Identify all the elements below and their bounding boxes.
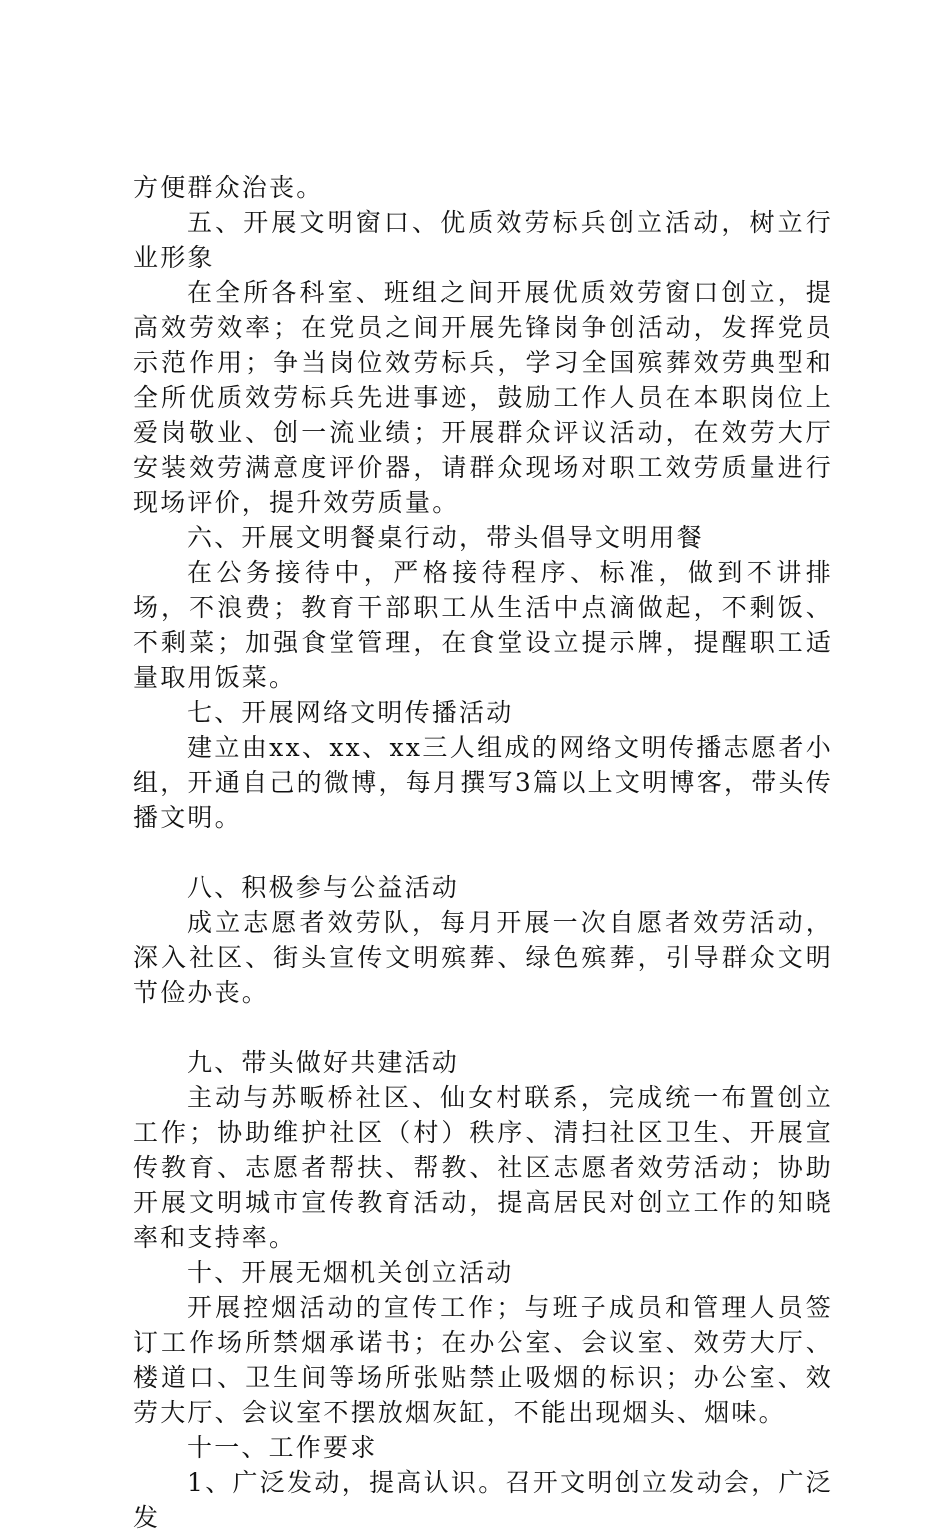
section-heading-11: 十一、工作要求: [187, 1433, 378, 1462]
section-body-7: 建立由xx、xx、xx三人组成的网络文明传播志愿者小组，开通自己的微博，每月撰写3篇以上文明博客，带头传播文明。: [133, 733, 833, 832]
section-heading-10: 十、开展无烟机关创立活动: [187, 1258, 514, 1287]
section-body-8: 成立志愿者效劳队，每月开展一次自愿者效劳活动，深入社区、街头宣传文明殡葬、绿色殡葬，引导群众文明节俭办丧。: [133, 908, 833, 1007]
section-heading-9: 九、带头做好共建活动: [187, 1048, 460, 1077]
section-heading-7: 七、开展网络文明传播活动: [187, 698, 514, 727]
section-heading-6: 六、开展文明餐桌行动，带头倡导文明用餐: [187, 523, 704, 552]
section-heading-5: 五、开展文明窗口、优质效劳标兵创立活动，树立行业形象: [133, 208, 833, 272]
section-body-10: 开展控烟活动的宣传工作；与班子成员和管理人员签订工作场所禁烟承诺书；在办公室、会议室、效劳大厅、楼道口、卫生间等场所张贴禁止吸烟的标识；办公室、效劳大厅、会议室不摆放烟灰缸，不能出现烟头、烟味。: [133, 1293, 833, 1427]
document-body: [133, 170, 833, 1535]
section-body-11: 1、广泛发动，提高认识。召开文明创立发动会，广泛发: [133, 1468, 833, 1532]
section-body-5: 在全所各科室、班组之间开展优质效劳窗口创立，提高效劳效率；在党员之间开展先锋岗争创活动，发挥党员示范作用；争当岗位效劳标兵，学习全国殡葬效劳典型和全所优质效劳标兵先进事迹，鼓励工作人员在本职岗位上爱岗敬业、创一流业绩；开展群众评议活动，在效劳大厅安装效劳满意度评价器，请群众现场对职工效劳质量进行现场评价，提升效劳质量。: [133, 278, 833, 517]
section-body-6: 在公务接待中，严格接待程序、标准，做到不讲排场，不浪费；教育干部职工从生活中点滴做起，不剩饭、不剩菜；加强食堂管理，在食堂设立提示牌，提醒职工适量取用饭菜。: [133, 558, 833, 692]
paragraph-continuation: 方便群众治丧。: [133, 173, 324, 202]
section-heading-8: 八、积极参与公益活动: [187, 873, 460, 902]
section-body-9: 主动与苏畈桥社区、仙女村联系，完成统一布置创立工作；协助维护社区（村）秩序、清扫社区卫生、开展宣传教育、志愿者帮扶、帮教、社区志愿者效劳活动；协助开展文明城市宣传教育活动，提高居民对创立工作的知晓率和支持率。: [133, 1083, 833, 1252]
